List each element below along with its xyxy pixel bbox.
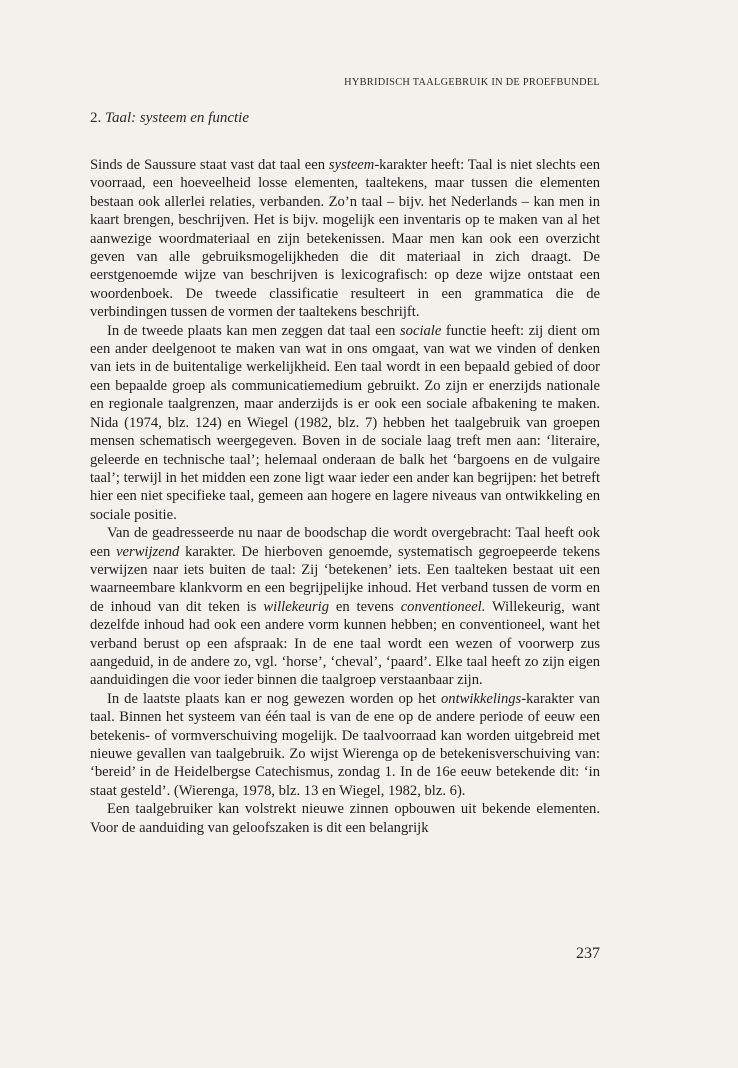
- p2-italic-term: sociale: [399, 322, 442, 339]
- p1-italic-term: systeem: [328, 157, 375, 173]
- paragraph-3: [90, 524, 600, 690]
- p2-text-b: functie heeft: zij dient om een ander deelgenoot te maken van wat in ons omgaat, van wat we vinden of denken van iets in de buitentalige werkelijkheid. Een taal wordt in een bepaald gebied of door een bepaalde groep als communicatiemedium gebruikt. Zo zijn er enerzijds nationale en regionale taalgrenzen, maar anderzijds is er ook een sociale afbakening te maken. Nida (1974, blz. 124) en Wiegel (1982, blz. 7) hebben het taalgebruik van groepen mensen schematisch weergegeven. Boven in de sociale laag treft men aan: ‘literaire, geleerde en technische taal’; helemaal onderaan de balk het ‘bargoens en de vulgaire taal’; terwijl in het midden een zone ligt waar ieder een ander kan begrijpen: het betreft hier een niet specifieke taal, gemeen aan hogere en lagere niveaus van ontwikkeling en sociale positie.: [90, 322, 600, 523]
- paragraph-1: [90, 156, 600, 322]
- p3-italic-term-2: willekeurig: [263, 598, 330, 615]
- p3-text-b: karakter. De hierboven genoemde, systematisch gegroepeerde tekens verwijzen naar iets buiten de taal: Zij ‘betekenen’ iets. Een taalteken bestaat uit een waarneembare klankvorm en een begrijpelijke inhoud. Het verband tussen de vorm en de inhoud van dit teken is: [90, 543, 601, 615]
- section-title: Taal: systeem en functie: [105, 110, 250, 126]
- p4-italic-term: ontwikkelings: [440, 690, 522, 707]
- p3-text-c: en tevens: [329, 598, 401, 615]
- p1-text-b: -karakter heeft: Taal is niet slechts een voorraad, een hoeveelheid losse elementen, taaltekens, maar tussen die elementen bestaan ook allerlei relaties, verbanden. Zo’n taal – bijv. het Nederlands – kan men in kaart brengen, beschrijven. Het is bijv. mogelijk een inventaris op te maken van al het aanwezige woordmateriaal en zijn betekenissen. Maar men kan ook een overzicht geven van alle gebruiksmogelijkheden die dit materiaal in zich draagt. De eerstgenoemde wijze van beschrijven is lexicografisch: op deze wijze ontstaat een woordenboek. De tweede classificatie resulteert in een grammatica die de verbindingen tussen de vormen der taaltekens beschrijft.: [90, 157, 600, 321]
- p3-italic-term-3: conventioneel.: [400, 598, 486, 615]
- p4-text-b: -karakter van taal. Binnen het systeem van één taal is van de ene op de andere periode of eeuw een betekenis- of vormverschuiving mogelijk. De taalvoorraad kan worden uitgebreid met nieuwe gevallen van taalgebruik. Zo wijst Wierenga op de betekenisverschuiving van: ‘bereid’ in de Heidelbergse Catechismus, zondag 1. In de 16e eeuw betekende dit: ‘in staat gesteld’. (Wierenga, 1978, blz. 13 en Wiegel, 1982, blz. 6).: [90, 690, 600, 799]
- p4-text-a: In de laatste plaats kan er nog gewezen worden op het: [107, 690, 441, 707]
- page-number: 237: [576, 945, 600, 962]
- p1-text-a: Sinds de Saussure staat vast dat taal een: [90, 157, 329, 173]
- paragraph-2: [90, 322, 600, 524]
- p5-text: Een taalgebruiker kan volstrekt nieuwe zinnen opbouwen uit bekende elementen. Voor de aanduiding van geloofszaken is dit een belangrijk: [90, 801, 600, 836]
- p3-italic-term-1: verwijzend: [116, 543, 180, 560]
- section-heading: [90, 110, 249, 127]
- p3-text-a: Van de geadresseerde nu naar de boodschap die wordt overgebracht: Taal heeft ook een: [90, 525, 600, 560]
- section-number: 2.: [90, 110, 102, 126]
- p2-text-a: In de tweede plaats kan men zeggen dat taal een: [107, 322, 400, 339]
- running-head: HYBRIDISCH TAALGEBRUIK IN DE PROEFBUNDEL: [344, 77, 600, 88]
- body-text: [90, 156, 600, 837]
- paragraph-5: [90, 800, 600, 837]
- p3-text-d: Willekeurig, want dezelfde inhoud had ook een andere vorm kunnen hebben; en conventioneel, want het verband berust op een afspraak: In de ene taal wordt een wezen of voorwerp zus aangeduid, in de andere zo, vgl. ‘horse’, ‘cheval’, ‘paard’. Elke taal heeft zo zijn eigen aanduidingen die voor ieder binnen die taalgroep verstaanbaar zijn.: [90, 598, 600, 689]
- paragraph-4: [90, 690, 600, 800]
